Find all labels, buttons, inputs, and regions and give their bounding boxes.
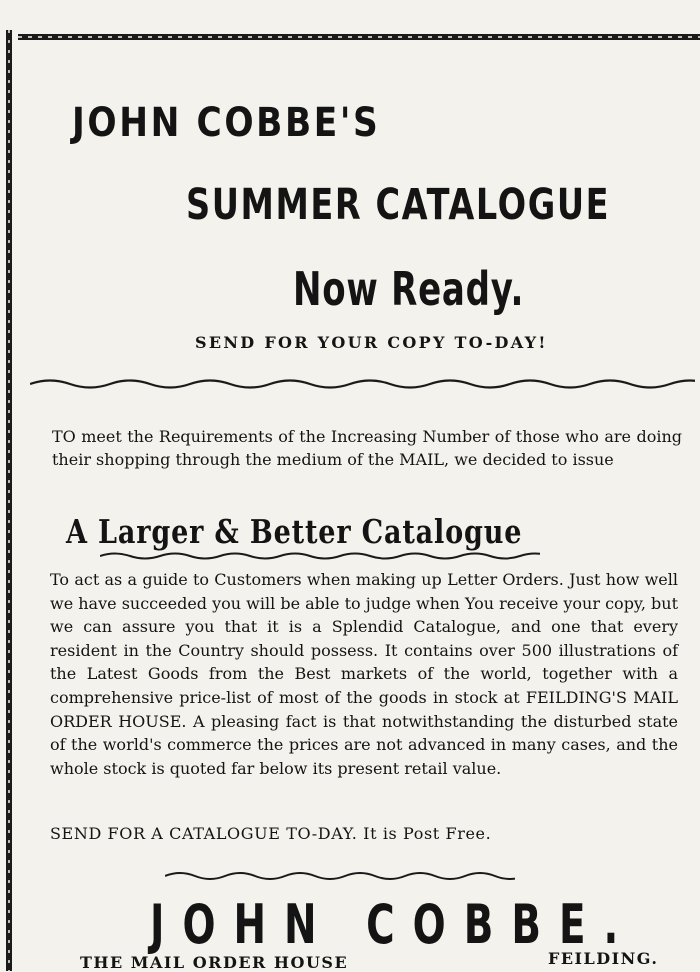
headline-now-ready: Now Ready. xyxy=(293,262,525,316)
headline-catalogue: SUMMER CATALOGUE xyxy=(186,180,611,230)
catalogue-subheading: A Larger & Better Catalogue xyxy=(66,512,523,551)
wavy-divider-top xyxy=(30,375,695,393)
advertiser-signature: JOHN COBBE. xyxy=(150,893,637,956)
intro-paragraph: TO meet the Requirements of the Increasing Number of those who are doing their shopping through the medium of the MAIL, we decided to issue xyxy=(52,427,682,469)
headline-name: JOHN COBBE'S xyxy=(72,100,381,146)
catalogue-description: To act as a guide to Customers when making up Letter Orders. Just how well we have succeeded you will be able to judge when You receive your copy, but we can assure you that it is a Splendid Catalogue, and one that every resident in the Country should possess. It contains over 500 illustrations of the Latest Goods from the Best markets of the world, together with a comprehensive price-list of most of the goods in stock at FEILDING'S MAIL ORDER HOUSE. A pleasing fact is that notwithstanding the disturbed state of the world's commerce the prices are not advanced in many cases, and the whole stock is quoted far below its present retail value. xyxy=(50,570,678,778)
wavy-divider-subheading xyxy=(100,549,540,563)
footer-business-name: THE MAIL ORDER HOUSE xyxy=(80,953,349,972)
footer-town: FEILDING. xyxy=(548,949,659,968)
send-for-copy-line: SEND FOR YOUR COPY TO-DAY! xyxy=(195,333,548,352)
call-to-action: SEND FOR A CATALOGUE TO-DAY. It is Post Free. xyxy=(50,824,492,843)
top-ornamental-border xyxy=(18,30,700,44)
left-ornamental-border xyxy=(3,30,15,971)
wavy-divider-bottom xyxy=(165,868,515,884)
